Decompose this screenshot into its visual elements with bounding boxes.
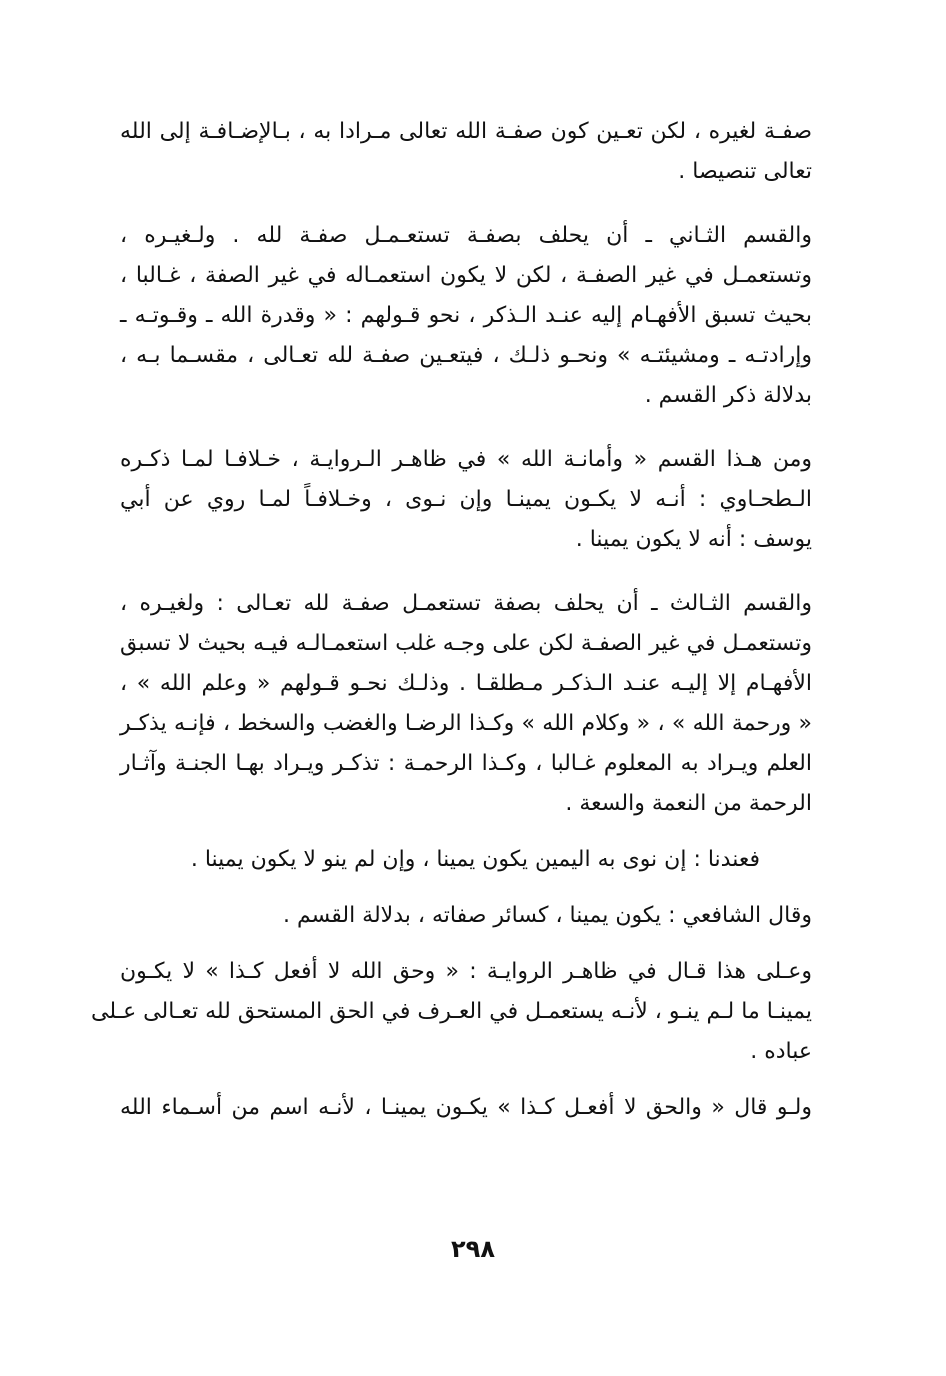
text-line: « ورحمة الله » ، « وكلام الله » وكـذا الرضـا والغضب والسخط ، فإنـه يذكـر xyxy=(120,711,812,736)
text-line: العلم ويـراد به المعلوم غـالبا ، وكـذا الرحمـة : تذكـر ويـراد بهـا الجنـة وآثـار xyxy=(120,751,812,776)
text-line: صفـة لغيره ، لكن تعـين كون صفـة الله تعالى مـرادا به ، بـالإضـافـة إلى الله xyxy=(120,119,812,144)
text-line: الرحمة من النعمة والسعة . xyxy=(565,791,812,816)
paragraph-4 xyxy=(120,584,812,824)
text-line: ومن هـذا القسم « وأمانـة الله » في ظاهـر الـروايـة ، خـلافـا لمـا ذكـره xyxy=(120,447,812,472)
text-line: وتستعمـل في غير الصفـة ، لكن لا يكون استعمـاله في غير الصفة ، غـالبا ، xyxy=(120,263,812,288)
text-line: تعالى تنصيصا . xyxy=(678,159,812,184)
text-line: وقال الشافعي : يكون يمينا ، كسائر صفاته ، بدلالة القسم . xyxy=(282,903,812,928)
paragraph-gap xyxy=(120,192,812,216)
paragraph-8 xyxy=(120,1088,812,1128)
text-line: وتستعمـل في غير الصفـة لكن على وجـه غلب استعمـالـه فيـه بحيث لا تسبق xyxy=(120,631,812,656)
paragraph-2 xyxy=(120,216,812,416)
text-line: فعندنا : إن نوى به اليمين يكون يمينا ، وإن لم ينو لا يكون يمينا . xyxy=(190,847,760,872)
paragraph-gap xyxy=(120,1072,812,1088)
text-line: عباده . xyxy=(750,1039,812,1064)
paragraph-gap xyxy=(120,824,812,840)
paragraph-3 xyxy=(120,440,812,560)
text-line: والقسم الثـاني ـ أن يحلف بصفـة تستعـمـل صفـة لله . ولـغيـره ، xyxy=(120,223,812,248)
paragraph-gap xyxy=(120,936,812,952)
book-page-text xyxy=(91,112,812,1128)
paragraph-gap xyxy=(120,416,812,440)
paragraph-6 xyxy=(120,896,812,936)
page-number: ٢٩٨ xyxy=(451,1235,495,1263)
text-line: يمينـا ما لـم ينـو ، لأنـه يستعمـل في العـرف في الحق المستحق لله تعـالى عـلى xyxy=(91,999,812,1024)
text-line: بحيث تسبق الأفهـام إليه عنـد الـذكر ، نحو قـولهم : « وقدرة الله ـ وقـوتـه ـ xyxy=(120,303,812,328)
paragraph-7 xyxy=(91,952,812,1072)
text-line: وإرادتـه ـ ومشيئتـه » ونحـو ذلـك ، فيتعـين صفـة لله تعـالى ، مقسـما بـه ، xyxy=(120,343,812,368)
text-line: بدلالة ذكر القسم . xyxy=(644,383,812,408)
paragraph-5 xyxy=(120,840,812,880)
paragraph-gap xyxy=(120,560,812,584)
text-line: ولـو قال « والحق لا أفعـل كـذا » يكـون يمينـا ، لأنـه اسم من أسـماء الله xyxy=(120,1095,812,1120)
paragraph-1 xyxy=(120,112,812,192)
paragraph-gap xyxy=(120,880,812,896)
text-line: الأفهـام إلا إليـه عنـد الـذكـر مـطلقـا . وذلـك نحـو قـولهم « وعلم الله » ، xyxy=(120,671,812,696)
text-line: وعـلى هذا قـال في ظاهـر الروايـة : « وحق الله لا أفعل كـذا » لا يكـون xyxy=(120,959,812,984)
text-line: الـطحـاوي : أنـه لا يكـون يمينـا وإن نـوى ، وخـلافـاً لمـا روي عن أبي xyxy=(120,487,812,512)
text-line: والقسم الثـالث ـ أن يحلف بصفة تستعمـل صفـة لله تعـالى : ولغيـره ، xyxy=(120,591,812,616)
text-line: يوسف : أنه لا يكون يمينا . xyxy=(575,527,812,552)
